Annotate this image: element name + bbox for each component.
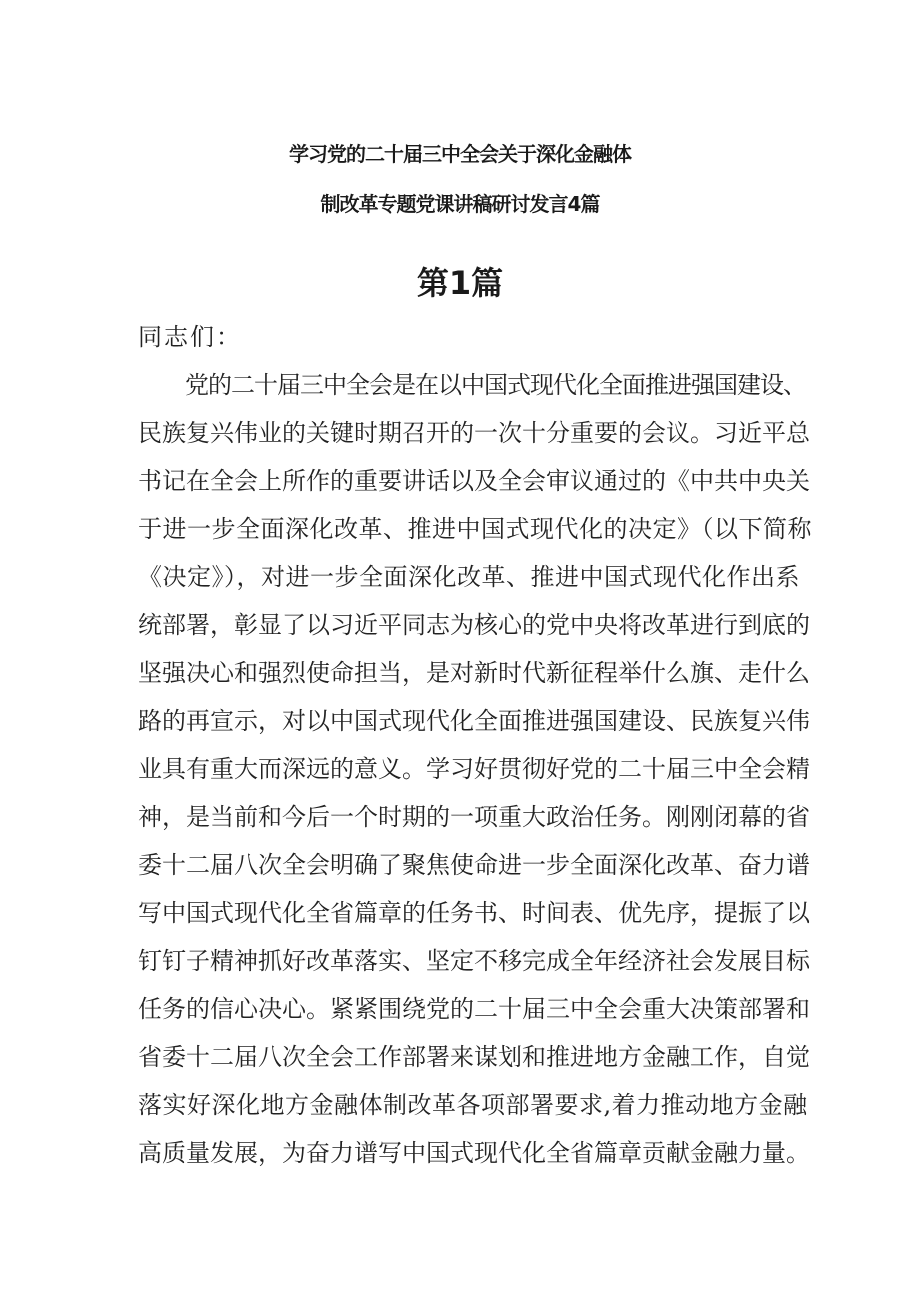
salutation: 同志们： [138, 323, 242, 351]
paragraph-line: 神，是当前和今后一个时期的一项重大政治任务。刚刚闭幕的省 [138, 803, 810, 831]
paragraph-line: 委十二届八次全会明确了聚焦使命进一步全面深化改革、奋力谱 [138, 851, 810, 879]
paragraph-line: 钉钉子精神抓好改革落实、坚定不移完成全年经济社会发展目标 [138, 947, 810, 975]
document-title-line-2: 制改革专题党课讲稿研讨发言4篇 [320, 192, 600, 216]
paragraph-line: 省委十二届八次全会工作部署来谋划和推进地方金融工作，自觉 [138, 1043, 810, 1071]
paragraph-line: 于进一步全面深化改革、推进中国式现代化的决定》（以下简称 [138, 515, 812, 543]
paragraph-line: 落实好深化地方金融体制改革各项部署要求,着力推动地方金融 [138, 1091, 808, 1119]
document-title-line-1: 学习党的二十届三中全会关于深化金融体 [289, 142, 631, 166]
paragraph-line: 民族复兴伟业的关键时期召开的一次十分重要的会议。习近平总 [138, 419, 810, 447]
paragraph-line: 书记在全会上所作的重要讲话以及全会审议通过的《中共中央关 [138, 467, 810, 495]
paragraph-line: 路的再宣示，对以中国式现代化全面推进强国建设、民族复兴伟 [138, 707, 810, 735]
paragraph-line: 高质量发展，为奋力谱写中国式现代化全省篇章贡献金融力量。 [138, 1139, 810, 1167]
paragraph-line: 坚强决心和强烈使命担当，是对新时代新征程举什么旗、走什么 [138, 659, 810, 687]
paragraph-line: 《决定》），对进一步全面深化改革、推进中国式现代化作出系 [138, 563, 800, 591]
paragraph-line: 写中国式现代化全省篇章的任务书、时间表、优先序，提振了以 [138, 899, 810, 927]
paragraph-line: 任务的信心决心。紧紧围绕党的二十届三中全会重大决策部署和 [138, 995, 810, 1023]
paragraph-line: 统部署，彰显了以习近平同志为核心的党中央将改革进行到底的 [138, 611, 810, 639]
paragraph-line: 业具有重大而深远的意义。学习好贯彻好党的二十届三中全会精 [138, 755, 810, 783]
section-heading: 第1篇 [416, 264, 504, 302]
paragraph-line: 党的二十届三中全会是在以中国式现代化全面推进强国建设、 [185, 371, 806, 399]
